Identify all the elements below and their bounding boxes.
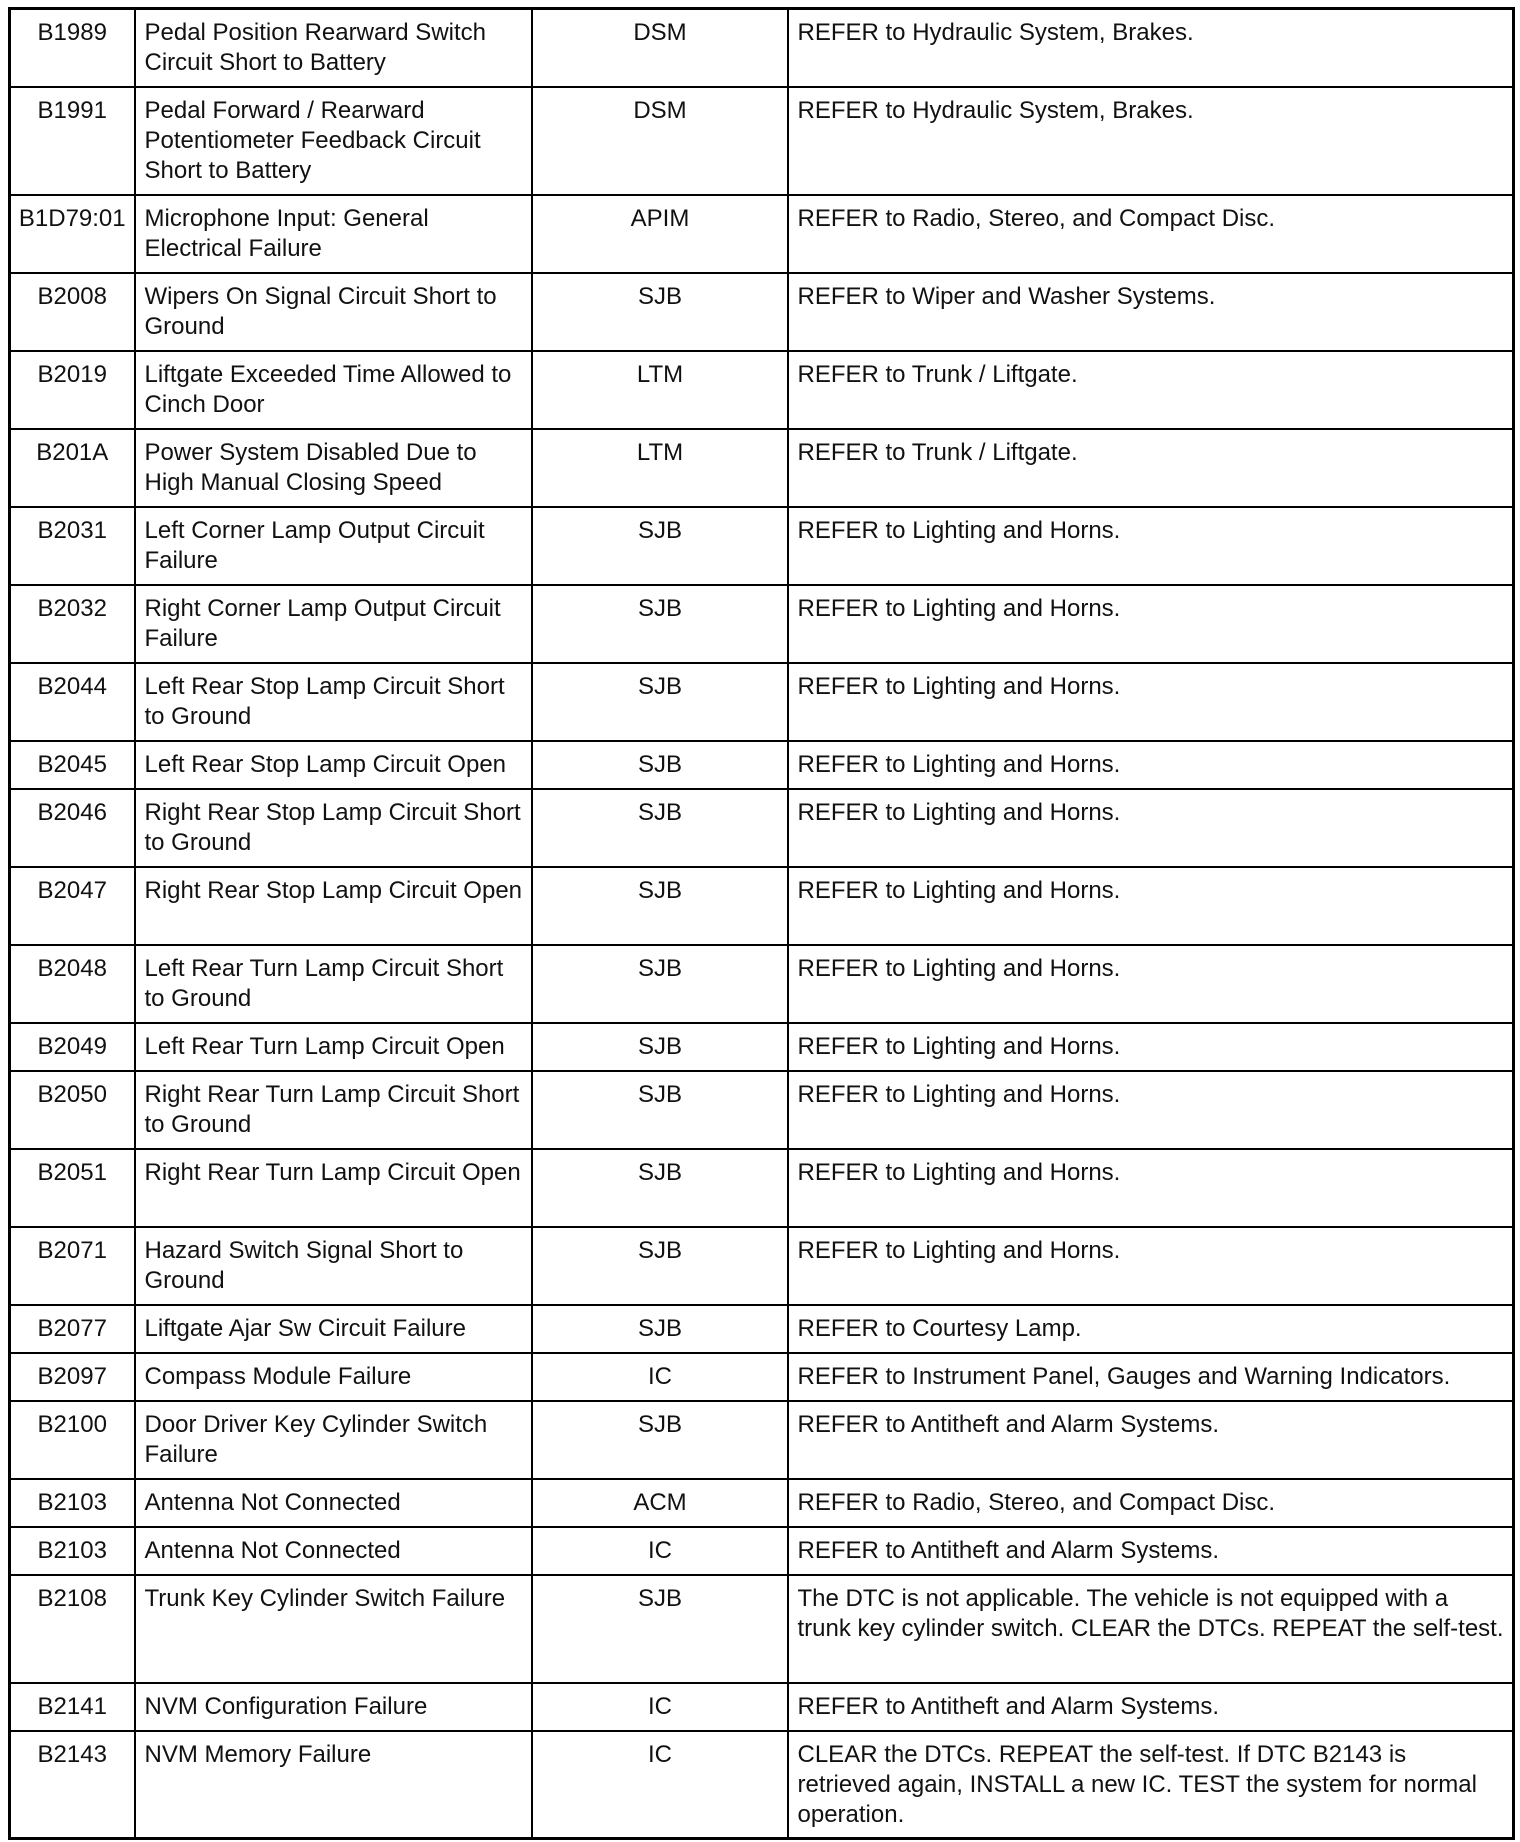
- description-cell: Right Rear Stop Lamp Circuit Open: [135, 867, 532, 945]
- module-cell: APIM: [532, 195, 788, 273]
- description-cell: Right Rear Turn Lamp Circuit Open: [135, 1149, 532, 1227]
- action-cell: REFER to Trunk / Liftgate.: [788, 429, 1514, 507]
- module-cell: DSM: [532, 9, 788, 87]
- description-cell: Wipers On Signal Circuit Short to Ground: [135, 273, 532, 351]
- action-cell: REFER to Courtesy Lamp.: [788, 1305, 1514, 1353]
- dtc-code-cell: B2008: [10, 273, 135, 351]
- description-cell: Right Corner Lamp Output Circuit Failure: [135, 585, 532, 663]
- action-cell: REFER to Antitheft and Alarm Systems.: [788, 1401, 1514, 1479]
- description-cell: Door Driver Key Cylinder Switch Failure: [135, 1401, 532, 1479]
- action-cell: REFER to Lighting and Horns.: [788, 663, 1514, 741]
- table-row: [10, 585, 1514, 663]
- description-cell: NVM Memory Failure: [135, 1731, 532, 1839]
- action-cell: REFER to Lighting and Horns.: [788, 1071, 1514, 1149]
- action-cell: REFER to Lighting and Horns.: [788, 789, 1514, 867]
- table-row: [10, 1401, 1514, 1479]
- dtc-code-cell: B2048: [10, 945, 135, 1023]
- description-cell: Trunk Key Cylinder Switch Failure: [135, 1575, 532, 1683]
- module-cell: IC: [532, 1683, 788, 1731]
- description-cell: Right Rear Stop Lamp Circuit Short to Ground: [135, 789, 532, 867]
- dtc-code-cell: B2047: [10, 867, 135, 945]
- action-cell: REFER to Lighting and Horns.: [788, 585, 1514, 663]
- action-cell: REFER to Radio, Stereo, and Compact Disc.: [788, 1479, 1514, 1527]
- description-cell: Hazard Switch Signal Short to Ground: [135, 1227, 532, 1305]
- dtc-code-cell: B1991: [10, 87, 135, 195]
- dtc-code-cell: B2141: [10, 1683, 135, 1731]
- action-cell: REFER to Instrument Panel, Gauges and Warning Indicators.: [788, 1353, 1514, 1401]
- description-cell: Microphone Input: General Electrical Failure: [135, 195, 532, 273]
- description-cell: Right Rear Turn Lamp Circuit Short to Ground: [135, 1071, 532, 1149]
- dtc-code-cell: B201A: [10, 429, 135, 507]
- module-cell: SJB: [532, 1227, 788, 1305]
- dtc-code-cell: B2045: [10, 741, 135, 789]
- table-row: [10, 1149, 1514, 1227]
- dtc-code-cell: B2031: [10, 507, 135, 585]
- table-row: [10, 1227, 1514, 1305]
- action-cell: The DTC is not applicable. The vehicle is not equipped with a trunk key cylinder switch. CLEAR the DTCs. REPEAT the self-test.: [788, 1575, 1514, 1683]
- description-cell: Left Rear Turn Lamp Circuit Open: [135, 1023, 532, 1071]
- dtc-code-cell: B2044: [10, 663, 135, 741]
- description-cell: NVM Configuration Failure: [135, 1683, 532, 1731]
- table-row: [10, 789, 1514, 867]
- module-cell: IC: [532, 1731, 788, 1839]
- table-row: [10, 273, 1514, 351]
- description-cell: Left Rear Turn Lamp Circuit Short to Ground: [135, 945, 532, 1023]
- table-row: [10, 1527, 1514, 1575]
- table-row: [10, 351, 1514, 429]
- dtc-code-cell: B2050: [10, 1071, 135, 1149]
- table-row: [10, 741, 1514, 789]
- dtc-code-cell: B2143: [10, 1731, 135, 1839]
- action-cell: REFER to Lighting and Horns.: [788, 507, 1514, 585]
- module-cell: SJB: [532, 663, 788, 741]
- dtc-code-cell: B2103: [10, 1479, 135, 1527]
- module-cell: IC: [532, 1527, 788, 1575]
- table-row: [10, 507, 1514, 585]
- module-cell: SJB: [532, 273, 788, 351]
- module-cell: SJB: [532, 789, 788, 867]
- description-cell: Power System Disabled Due to High Manual Closing Speed: [135, 429, 532, 507]
- action-cell: REFER to Antitheft and Alarm Systems.: [788, 1527, 1514, 1575]
- dtc-code-cell: B2103: [10, 1527, 135, 1575]
- table-row: [10, 945, 1514, 1023]
- table-row: [10, 429, 1514, 507]
- description-cell: Pedal Position Rearward Switch Circuit Short to Battery: [135, 9, 532, 87]
- description-cell: Liftgate Exceeded Time Allowed to Cinch Door: [135, 351, 532, 429]
- module-cell: LTM: [532, 351, 788, 429]
- action-cell: REFER to Wiper and Washer Systems.: [788, 273, 1514, 351]
- table-row: [10, 1683, 1514, 1731]
- dtc-code-cell: B2046: [10, 789, 135, 867]
- dtc-code-cell: B1989: [10, 9, 135, 87]
- description-cell: Antenna Not Connected: [135, 1479, 532, 1527]
- dtc-code-cell: B2032: [10, 585, 135, 663]
- description-cell: Left Corner Lamp Output Circuit Failure: [135, 507, 532, 585]
- action-cell: REFER to Lighting and Horns.: [788, 741, 1514, 789]
- action-cell: CLEAR the DTCs. REPEAT the self-test. If DTC B2143 is retrieved again, INSTALL a new IC. TEST the system for normal operation.: [788, 1731, 1514, 1839]
- module-cell: SJB: [532, 1305, 788, 1353]
- action-cell: REFER to Hydraulic System, Brakes.: [788, 9, 1514, 87]
- action-cell: REFER to Lighting and Horns.: [788, 1149, 1514, 1227]
- module-cell: SJB: [532, 867, 788, 945]
- dtc-code-cell: B1D79:01: [10, 195, 135, 273]
- table-row: [10, 1023, 1514, 1071]
- module-cell: SJB: [532, 507, 788, 585]
- action-cell: REFER to Antitheft and Alarm Systems.: [788, 1683, 1514, 1731]
- dtc-code-cell: B2097: [10, 1353, 135, 1401]
- table-row: [10, 1071, 1514, 1149]
- table-row: [10, 867, 1514, 945]
- table-row: [10, 1305, 1514, 1353]
- table-row: [10, 9, 1514, 87]
- module-cell: SJB: [532, 945, 788, 1023]
- action-cell: REFER to Lighting and Horns.: [788, 867, 1514, 945]
- table-row: [10, 1353, 1514, 1401]
- dtc-code-cell: B2051: [10, 1149, 135, 1227]
- action-cell: REFER to Lighting and Horns.: [788, 1227, 1514, 1305]
- description-cell: Left Rear Stop Lamp Circuit Open: [135, 741, 532, 789]
- dtc-code-cell: B2049: [10, 1023, 135, 1071]
- module-cell: SJB: [532, 1149, 788, 1227]
- table-row: [10, 1479, 1514, 1527]
- table-row: [10, 1731, 1514, 1839]
- action-cell: REFER to Lighting and Horns.: [788, 945, 1514, 1023]
- module-cell: LTM: [532, 429, 788, 507]
- dtc-table: [8, 7, 1515, 1840]
- description-cell: Compass Module Failure: [135, 1353, 532, 1401]
- module-cell: SJB: [532, 1401, 788, 1479]
- table-row: [10, 1575, 1514, 1683]
- description-cell: Liftgate Ajar Sw Circuit Failure: [135, 1305, 532, 1353]
- action-cell: REFER to Hydraulic System, Brakes.: [788, 87, 1514, 195]
- module-cell: SJB: [532, 741, 788, 789]
- table-row: [10, 195, 1514, 273]
- dtc-code-cell: B2100: [10, 1401, 135, 1479]
- action-cell: REFER to Trunk / Liftgate.: [788, 351, 1514, 429]
- module-cell: ACM: [532, 1479, 788, 1527]
- module-cell: SJB: [532, 1071, 788, 1149]
- action-cell: REFER to Radio, Stereo, and Compact Disc.: [788, 195, 1514, 273]
- dtc-code-cell: B2071: [10, 1227, 135, 1305]
- module-cell: SJB: [532, 1023, 788, 1071]
- dtc-code-cell: B2077: [10, 1305, 135, 1353]
- module-cell: SJB: [532, 1575, 788, 1683]
- module-cell: IC: [532, 1353, 788, 1401]
- module-cell: DSM: [532, 87, 788, 195]
- description-cell: Pedal Forward / Rearward Potentiometer Feedback Circuit Short to Battery: [135, 87, 532, 195]
- description-cell: Left Rear Stop Lamp Circuit Short to Ground: [135, 663, 532, 741]
- module-cell: SJB: [532, 585, 788, 663]
- dtc-code-cell: B2019: [10, 351, 135, 429]
- table-row: [10, 87, 1514, 195]
- table-row: [10, 663, 1514, 741]
- description-cell: Antenna Not Connected: [135, 1527, 532, 1575]
- dtc-code-cell: B2108: [10, 1575, 135, 1683]
- action-cell: REFER to Lighting and Horns.: [788, 1023, 1514, 1071]
